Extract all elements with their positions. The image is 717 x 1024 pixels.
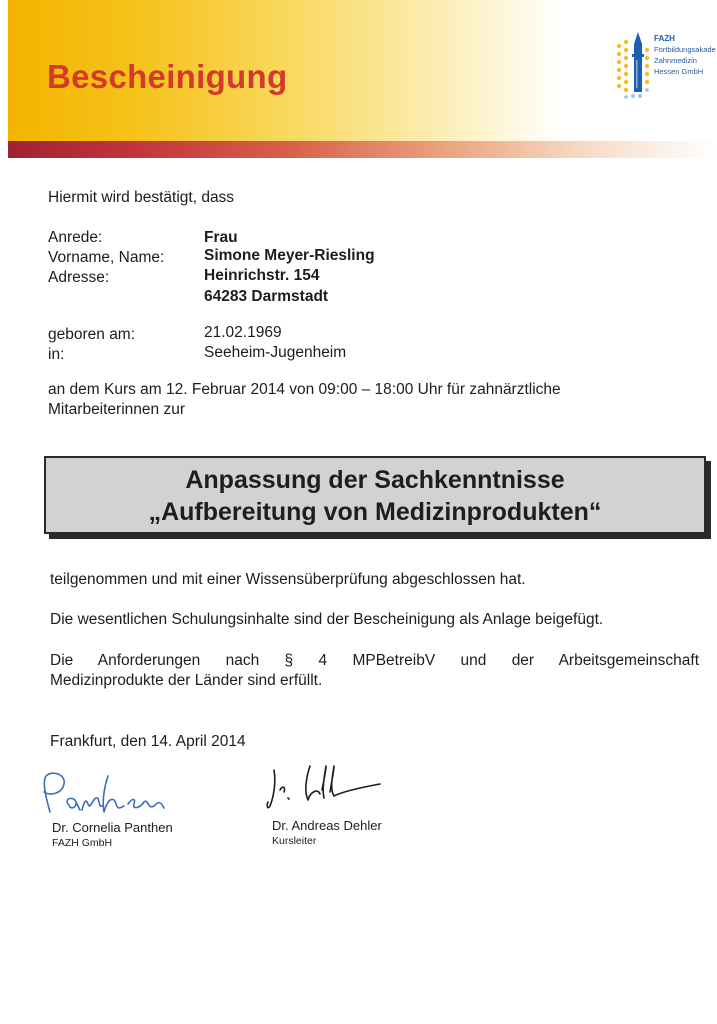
signature-panthen: [36, 768, 186, 824]
course-title-line-2: „Aufbereitung von Medizinprodukten“: [148, 498, 602, 526]
birthplace-value: Seeheim-Jugenheim: [204, 344, 347, 361]
birthplace-label: in:: [48, 346, 65, 363]
signatory-name-1: Dr. Cornelia Panthen: [52, 820, 173, 835]
name-label: Vorname, Name:: [48, 249, 165, 266]
date-line: Frankfurt, den 14. April 2014: [50, 733, 246, 750]
fazh-logo: [614, 26, 717, 104]
course-intro-line-1: an dem Kurs am 12. Februar 2014 von 09:00 – 18:00 Uhr für zahnärztliche: [48, 381, 561, 398]
logo-line: Hessen GmbH: [654, 67, 704, 76]
document-title: Bescheinigung: [47, 58, 288, 95]
signature-dehler: [262, 760, 392, 820]
address-line-1: Heinrichstr. 154: [204, 267, 320, 284]
body-paragraph-3-line-2: Medizinprodukte der Länder sind erfüllt.: [50, 672, 323, 689]
signatory-name-2: Dr. Andreas Dehler: [272, 818, 382, 833]
birth-value: 21.02.1969: [204, 324, 282, 341]
tower-logo-icon: [614, 30, 654, 102]
header-strip: [8, 141, 717, 158]
birth-label: geboren am:: [48, 326, 136, 343]
salutation-value: Frau: [204, 229, 238, 246]
course-intro-line-2: Mitarbeiterinnen zur: [48, 401, 185, 418]
course-title-box: [44, 456, 706, 534]
body-paragraph-2: Die wesentlichen Schulungsinhalte sind der Bescheinigung als Anlage beigefügt.: [50, 611, 604, 628]
name-value: Simone Meyer-Riesling: [204, 247, 375, 264]
address-line-2: 64283 Darmstadt: [204, 288, 329, 305]
intro-text: Hiermit wird bestätigt, dass: [48, 189, 235, 206]
logo-brand: FAZH: [654, 34, 675, 43]
signatory-org-1: FAZH GmbH: [52, 837, 113, 849]
address-label: Adresse:: [48, 269, 110, 286]
logo-line: Zahnmedizin: [654, 56, 697, 65]
body-paragraph-1: teilgenommen und mit einer Wissensüberprüfung abgeschlossen hat.: [50, 571, 526, 588]
body-paragraph-3-line-1: Die Anforderungen nach § 4 MPBetreibV und der Arbeitsgemeinschaft: [50, 652, 699, 669]
course-title-line-1: Anpassung der Sachkenntnisse: [185, 466, 565, 494]
logo-line: Fortbildungsakade: [654, 45, 716, 54]
salutation-label: Anrede:: [48, 229, 103, 246]
signatory-role-2: Kursleiter: [272, 835, 317, 847]
